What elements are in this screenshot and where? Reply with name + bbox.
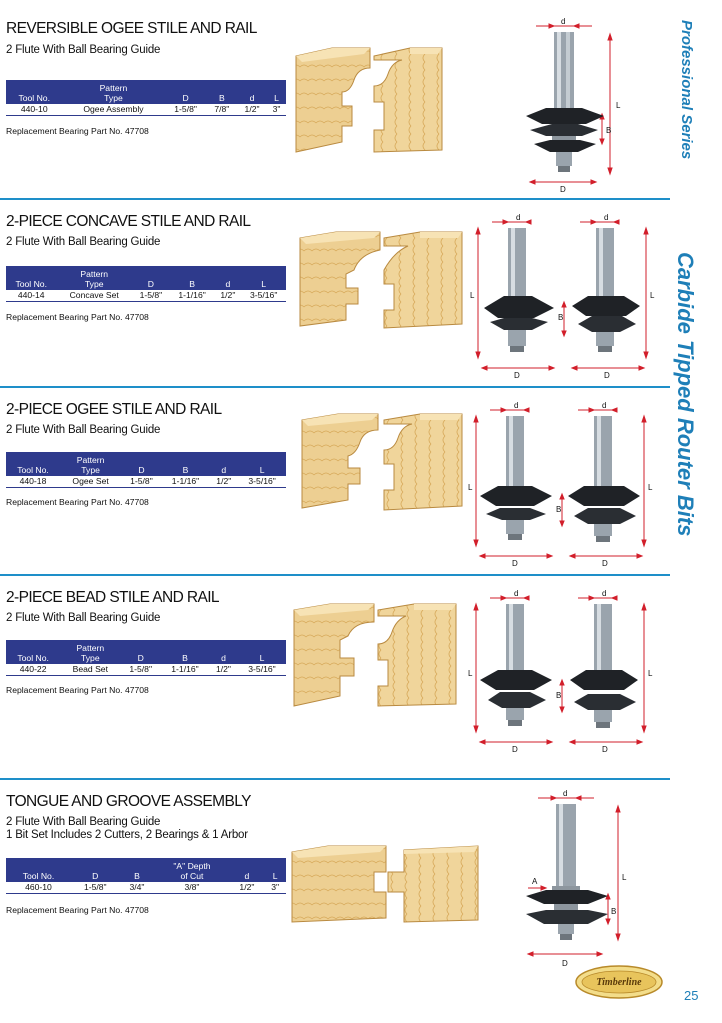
col-header: d: [237, 93, 267, 104]
col-header: d: [209, 653, 238, 664]
section-subtitle: 2 Flute With Ball Bearing Guide: [6, 44, 161, 56]
col-header: [120, 640, 161, 653]
col-header: D: [71, 871, 120, 882]
col-header: [264, 858, 286, 871]
col-header: Type: [60, 653, 120, 664]
table-cell: 3/8": [154, 882, 229, 894]
logo-text: Timberline: [596, 977, 642, 988]
section-subtitle: 2 Flute With Ball Bearing Guide: [6, 236, 161, 248]
col-header: B: [207, 93, 237, 104]
col-header: [170, 266, 215, 279]
col-header: Type: [62, 93, 164, 104]
replacement-bearing: Replacement Bearing Part No. 47708: [6, 126, 149, 136]
dim-label: d: [514, 589, 519, 598]
table-cell: Ogee Assembly: [62, 104, 164, 116]
table-cell: Concave Set: [56, 290, 132, 302]
table-cell: 3-5/16": [241, 290, 286, 302]
table-cell: 440-18: [6, 476, 60, 488]
table-cell: 7/8": [207, 104, 237, 116]
table-cell: 1/2": [209, 664, 238, 676]
col-header: [6, 452, 60, 465]
dim-label: D: [562, 959, 568, 968]
dim-label: d: [516, 213, 521, 222]
dim-label: d: [514, 401, 519, 410]
col-header: L: [241, 279, 286, 290]
col-header: Pattern: [62, 80, 164, 93]
col-header: d: [214, 279, 241, 290]
col-header: D: [164, 93, 206, 104]
dim-label: D: [512, 745, 518, 754]
col-header: [6, 640, 60, 653]
dim-label: L: [468, 669, 473, 678]
wood-profile-illustration: [288, 842, 482, 924]
router-bit-pair-diagram: [466, 586, 666, 758]
table-cell: 440-10: [6, 104, 62, 116]
dim-label: L: [650, 291, 655, 300]
col-header: L: [238, 653, 286, 664]
col-header: [238, 640, 286, 653]
spec-table: [6, 452, 286, 488]
col-header: [6, 80, 62, 93]
table-cell: 3": [264, 882, 286, 894]
dim-label: B: [558, 313, 564, 322]
side-title: [673, 20, 706, 760]
col-header: Tool No.: [6, 653, 60, 664]
dim-label: B: [606, 126, 612, 135]
wood-profile-illustration: [292, 46, 444, 158]
section-title: TONGUE AND GROOVE ASSEMBLY: [6, 793, 251, 810]
table-cell: 1-1/16": [161, 664, 209, 676]
table-cell: Bead Set: [60, 664, 120, 676]
col-header: Pattern: [56, 266, 132, 279]
col-header: [238, 452, 286, 465]
col-header: [164, 80, 206, 93]
section-divider: [0, 778, 670, 780]
table-cell: 3-5/16": [238, 664, 286, 676]
table-cell: 1/2": [237, 104, 267, 116]
col-header: Type: [56, 279, 132, 290]
table-cell: Ogee Set: [60, 476, 121, 488]
dim-label: B: [556, 505, 562, 514]
col-header: [267, 80, 286, 93]
col-header: Type: [60, 465, 121, 476]
replacement-bearing: Replacement Bearing Part No. 47708: [6, 685, 149, 695]
table-row: [6, 664, 286, 676]
col-header: [161, 640, 209, 653]
section-divider: [0, 386, 670, 388]
col-header: [209, 452, 238, 465]
table-cell: 1-5/8": [132, 290, 170, 302]
col-header: [132, 266, 170, 279]
col-header: B: [120, 871, 155, 882]
dim-label: L: [616, 101, 621, 110]
dim-label: L: [622, 873, 627, 882]
table-cell: 3": [267, 104, 286, 116]
col-header: Pattern: [60, 452, 121, 465]
col-header: D: [121, 465, 161, 476]
col-header: [241, 266, 286, 279]
wood-profile-illustration: [298, 412, 464, 512]
table-cell: 1-5/8": [121, 476, 161, 488]
col-header: Tool No.: [6, 871, 71, 882]
section-title: REVERSIBLE OGEE STILE AND RAIL: [6, 20, 257, 37]
table-cell: 3-5/16": [238, 476, 286, 488]
section-title: 2-PIECE BEAD STILE AND RAIL: [6, 589, 219, 606]
col-header: B: [162, 465, 210, 476]
table-cell: 1/2": [230, 882, 265, 894]
table-cell: 1-1/16": [170, 290, 215, 302]
dim-label: D: [560, 185, 566, 194]
col-header: [207, 80, 237, 93]
table-cell: 1-1/16": [162, 476, 210, 488]
section-subtitle: 2 Flute With Ball Bearing Guide: [6, 424, 161, 436]
spec-table: [6, 266, 286, 302]
dim-label: L: [470, 291, 475, 300]
dim-label: B: [611, 907, 617, 916]
col-header: L: [264, 871, 286, 882]
router-bit-diagram: [518, 790, 630, 970]
col-header: Tool No.: [6, 465, 60, 476]
dim-label: D: [602, 745, 608, 754]
col-header: "A" Depth: [154, 858, 229, 871]
col-header: d: [230, 871, 265, 882]
col-header: [209, 640, 238, 653]
section-title: 2-PIECE CONCAVE STILE AND RAIL: [6, 213, 251, 230]
col-header: Tool No.: [6, 93, 62, 104]
section-subtitle: 2 Flute With Ball Bearing Guide: [6, 816, 161, 828]
replacement-bearing: Replacement Bearing Part No. 47708: [6, 905, 149, 915]
col-header: D: [120, 653, 161, 664]
section-divider: [0, 198, 670, 200]
dim-label: L: [648, 669, 653, 678]
dim-label: D: [602, 559, 608, 568]
table-cell: 1/2": [209, 476, 238, 488]
spec-table: [6, 80, 286, 116]
dim-label: A: [532, 877, 538, 886]
col-header: [162, 452, 210, 465]
table-cell: 1-5/8": [164, 104, 206, 116]
dim-label: d: [604, 213, 609, 222]
col-header: Pattern: [60, 640, 120, 653]
col-header: [71, 858, 120, 871]
replacement-bearing: Replacement Bearing Part No. 47708: [6, 312, 149, 322]
spec-table: [6, 640, 286, 676]
col-header: [121, 452, 161, 465]
col-header: Tool No.: [6, 279, 56, 290]
dim-label: D: [514, 371, 520, 380]
side-title-line2: Carbide Tipped Router Bits: [673, 252, 698, 537]
table-cell: 460-10: [6, 882, 71, 894]
page-number: 25: [684, 988, 699, 1003]
dim-label: L: [648, 483, 653, 492]
table-cell: 440-22: [6, 664, 60, 676]
dim-label: d: [563, 789, 568, 798]
dim-label: d: [561, 17, 566, 26]
table-cell: 1-5/8": [120, 664, 161, 676]
table-cell: 3/4": [120, 882, 155, 894]
side-title-line1: Professional Series: [678, 20, 695, 160]
dim-label: B: [556, 691, 562, 700]
router-bit-diagram: [516, 16, 628, 194]
table-cell: 440-14: [6, 290, 56, 302]
col-header: d: [209, 465, 238, 476]
dim-label: D: [512, 559, 518, 568]
col-header: [6, 266, 56, 279]
col-header: [237, 80, 267, 93]
section-subtitle: 2 Flute With Ball Bearing Guide: [6, 612, 161, 624]
table-row: [6, 290, 286, 302]
spec-table: [6, 858, 286, 894]
table-row: [6, 476, 286, 488]
section-subtitle-2: 1 Bit Set Includes 2 Cutters, 2 Bearings & 1 Arbor: [6, 829, 248, 841]
col-header: [230, 858, 265, 871]
wood-profile-illustration: [296, 230, 464, 330]
section-title: 2-PIECE OGEE STILE AND RAIL: [6, 401, 222, 418]
col-header: B: [161, 653, 209, 664]
dim-label: d: [602, 401, 607, 410]
col-header: D: [132, 279, 170, 290]
timberline-logo: [574, 964, 664, 1000]
table-cell: 1-5/8": [71, 882, 120, 894]
table-cell: 1/2": [214, 290, 241, 302]
col-header: L: [267, 93, 286, 104]
dim-label: L: [468, 483, 473, 492]
table-row: [6, 104, 286, 116]
dim-label: d: [602, 589, 607, 598]
col-header: B: [170, 279, 215, 290]
col-header: of Cut: [154, 871, 229, 882]
wood-profile-illustration: [290, 602, 458, 710]
dim-label: D: [604, 371, 610, 380]
col-header: [214, 266, 241, 279]
replacement-bearing: Replacement Bearing Part No. 47708: [6, 497, 149, 507]
section-divider: [0, 574, 670, 576]
table-row: [6, 882, 286, 894]
col-header: L: [238, 465, 286, 476]
col-header: [6, 858, 71, 871]
col-header: [120, 858, 155, 871]
router-bit-pair-diagram: [466, 398, 666, 570]
router-bit-pair-diagram: [468, 210, 668, 382]
